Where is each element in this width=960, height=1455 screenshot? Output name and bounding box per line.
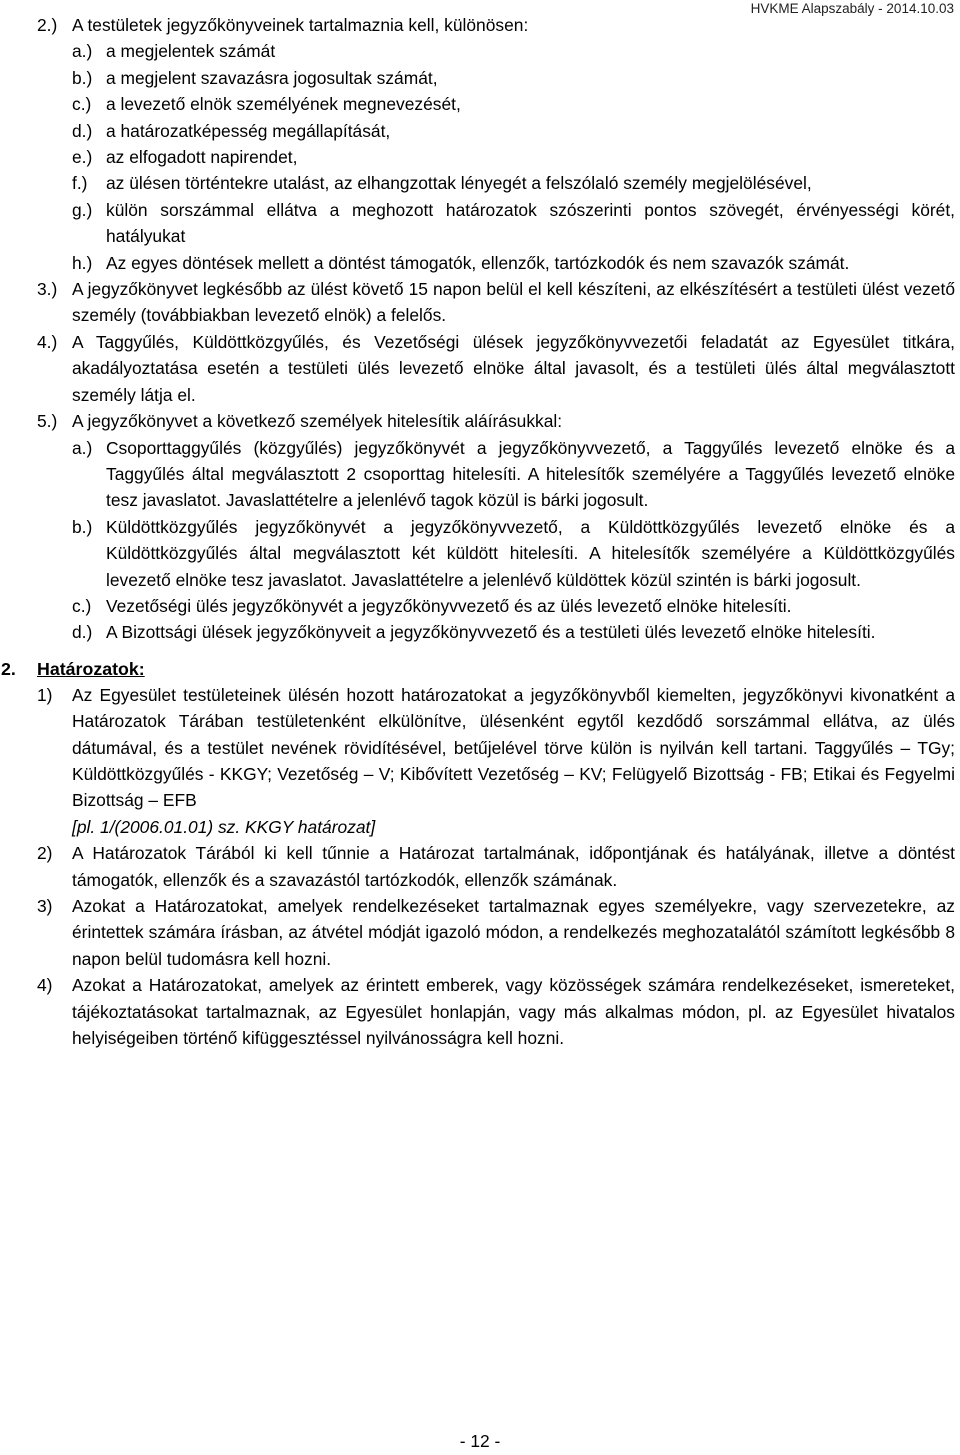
list-item: [37, 408, 955, 434]
list-item: [37, 972, 955, 1051]
page-number: - 12 -: [459, 1431, 501, 1451]
item-number: 2.): [37, 15, 58, 35]
list-item: [37, 840, 955, 893]
section-heading: [1, 656, 955, 682]
item-text: Az Egyesület testületeinek ülésén hozott határozatokat a jegyzőkönyvből kiemelten, jegyzőkönyvi kivonatként a Határozatok Tárában testületenként elkülönítve, ülésenként egytől kezdődő sorszámmal ellátva, az ülés dátumával, és a testület nevének rövidítésével, betűjelével törve külön is nyilván kell tartani. Taggyűlés – TGy; Küldöttközgyűlés - KKGY; Vezetőség – V; Kibővített Vezetőség – KV; Felügyelő Bizottság - FB; Etikai és Fegyelmi Bizottság – EFB: [72, 684, 955, 811]
sub-item: d.) A Bizottsági ülések jegyzőkönyveit a jegyzőkönyvvezető és a testületi ülés levezető elnöke hitelesíti.: [72, 622, 876, 643]
item-text: A Határozatok Tárából ki kell tűnnie a Határozat tartalmának, időpontjának és hatályának, illetve a döntést támogatók, ellenzők és a szavazástól tartózkodók, ellenzők számának.: [72, 843, 955, 890]
sub-item: c.) Vezetőségi ülés jegyzőkönyvét a jegyzőkönyvvezető és az ülés levezető elnöke hitelesíti.: [72, 595, 792, 616]
document-body: [1, 12, 955, 1051]
sub-item: d.) a határozatképesség megállapítását,: [72, 120, 391, 141]
section-number: 2.: [1, 658, 16, 679]
item-text: A jegyzőkönyvet legkésőbb az ülést követő 15 napon belül el kell készíteni, az elkészítésért a testületi ülést vezető személy (továbbiakban levezető elnök) a felelős.: [72, 279, 955, 326]
item-number: 4): [37, 975, 53, 996]
list-item: [37, 329, 955, 408]
sub-item: e.) az elfogadott napirendet,: [72, 147, 298, 168]
sub-item: h.) Az egyes döntések mellett a döntést támogatók, ellenzők, tartózkodók és nem szavazók számát.: [72, 252, 850, 273]
item-text: A jegyzőkönyvet a következő személyek hitelesítik aláírásukkal:: [72, 411, 563, 432]
sub-item: b.) a megjelent szavazásra jogosultak számát,: [72, 67, 438, 88]
list-item: [37, 276, 955, 329]
page-header: HVKME Alapszabály - 2014.10.03: [750, 1, 954, 16]
list-item: [37, 12, 955, 38]
item-text: Azokat a Határozatokat, amelyek rendelkezéseket tartalmaznak egyes személyekre, vagy szervezetekre, az érintettek számára írásban, az átvétel módját igazoló módon, a rendelkezés meghozatalától számított legkésőbb 8 napon belül tudomásra kell hozni.: [72, 896, 955, 969]
item-text: Azokat a Határozatokat, amelyek az érintett emberek, vagy közösségek számára rendelkezéseket, ismereteket, tájékoztatásokat tartalmaznak, az Egyesület honlapján, vagy más alkalmas módon, pl. az Egyesület hivatalos helyiségeiben történő kifüggesztéssel nyilvánosságra kell hozni.: [72, 975, 955, 1049]
list-item: [37, 893, 955, 972]
sub-item: g.) külön sorszámmal ellátva a meghozott határozatok szószerinti pontos szövegét, érvényességi körét, hatályukat: [72, 199, 955, 247]
sub-item: c.) a levezető elnök személyének megnevezését,: [72, 94, 461, 115]
item-number: 4.): [37, 331, 58, 352]
item-number: 5.): [37, 411, 58, 432]
item-text: A testületek jegyzőkönyveinek tartalmaznia kell, különösen:: [72, 15, 529, 35]
item-number: 3.): [37, 279, 58, 300]
sub-item: a.) Csoporttaggyűlés (közgyűlés) jegyzőkönyvét a jegyzőkönyvvezető, a Taggyűlés levezető elnöke és a Taggyűlés által megválasztott 2 csoporttag hitelesíti. A hitelesítők személyére a Taggyűlés levezető elnöke tesz javaslatot. Javaslattételre a jelenlévő tagok közül is bárki jogosult.: [72, 437, 955, 511]
item-text: A Taggyűlés, Küldöttközgyűlés, és Vezetőségi ülések jegyzőkönyvvezetői feladatát az Egyesület titkára, akadályoztatása esetén a testületi ülés levezető elnöke által javasolt, és a testületi ülés által megválasztott személy látja el.: [72, 331, 955, 405]
item-number: 1): [37, 684, 53, 705]
list-item: [37, 682, 955, 840]
sub-item: f.) az ülésen történtekre utalást, az elhangzottak lényegét a felszólaló személy megjelölésével,: [72, 173, 812, 194]
item-number: 2): [37, 843, 53, 864]
sub-item: a.) a megjelentek számát: [72, 41, 276, 62]
sub-item: b.) Küldöttközgyűlés jegyzőkönyvét a jegyzőkönyvvezető, a Küldöttközgyűlés levezető elnöke és a Küldöttközgyűlés által megválasztott két küldött hitelesíti. A hitelesítők személyére a Küldöttközgyűlés levezető elnöke tesz javaslatot. Javaslattételre a jelenlévő küldöttek közül szintén is bárki jogosult.: [72, 516, 955, 590]
item-number: 3): [37, 896, 53, 916]
citation-example: [pl. 1/(2006.01.01) sz. KKGY határozat]: [72, 816, 376, 837]
section-title: Határozatok:: [37, 658, 145, 679]
